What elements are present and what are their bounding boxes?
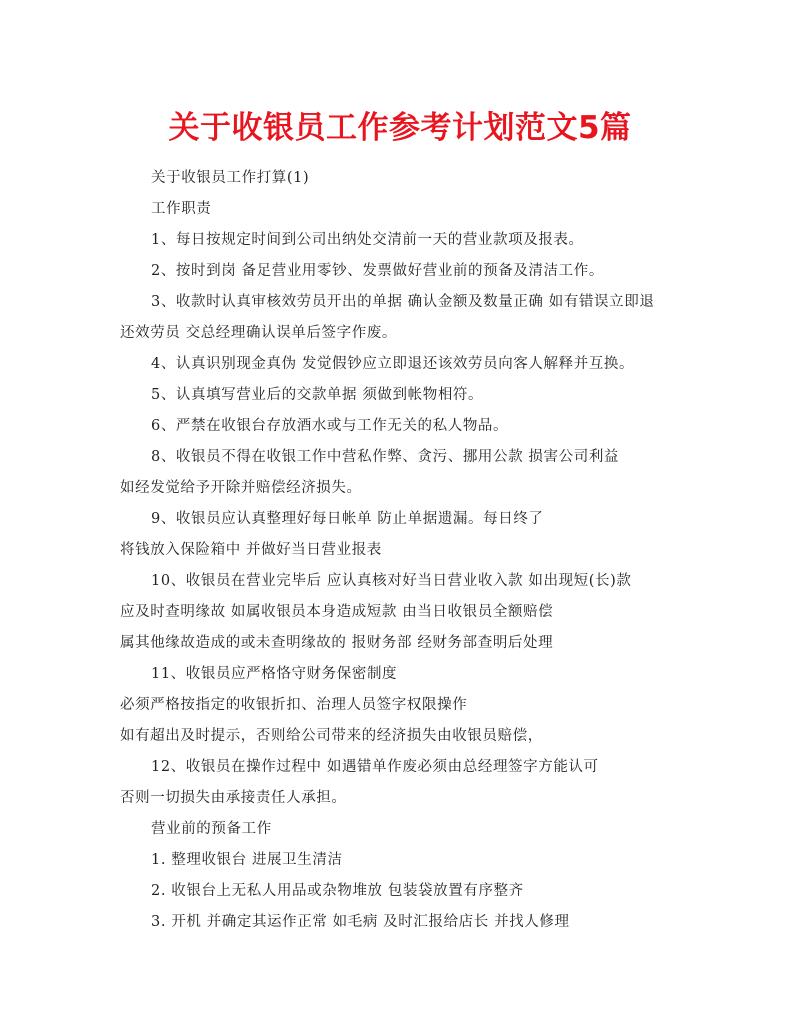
paragraph-line: 1、每日按规定时间到公司出纳处交清前一天的营业款项及报表。 [151, 232, 584, 248]
paragraph-line: 6、严禁在收银台存放酒水或与工作无关的私人物品。 [151, 418, 509, 434]
paragraph-line: 8、收银员不得在收银工作中营私作弊、贪污、挪用公款 损害公司利益 [151, 449, 620, 465]
section-heading: 关于收银员工作打算(1) [151, 170, 310, 186]
paragraph-line: 12、收银员在操作过程中 如遇错单作废必须由总经理签字方能认可 [151, 759, 599, 775]
document-title: 关于收银员工作参考计划范文5篇 [168, 110, 632, 146]
paragraph-line: 10、收银员在营业完毕后 应认真核对好当日营业收入款 如出现短(长)款 [151, 573, 632, 589]
paragraph-line: 如有超出及时提示，否则给公司带来的经济损失由收银员赔偿， [120, 728, 543, 744]
paragraph-line: 应及时查明缘故 如属收银员本身造成短款 由当日收银员全额赔偿 [120, 604, 554, 620]
list-item: 1. 整理收银台 进展卫生清洁 [151, 852, 343, 868]
paragraph-line: 必须严格按指定的收银折扣、治理人员签字权限操作 [120, 697, 468, 713]
paragraph-line: 11、收银员应严格恪守财务保密制度 [151, 666, 398, 682]
paragraph-line: 4、认真识别现金真伪 发觉假钞应立即退还该效劳员向客人解释并互换。 [151, 356, 635, 372]
paragraph-line: 属其他缘故造成的或未查明缘故的 报财务部 经财务部查明后处理 [120, 635, 554, 651]
paragraph-line: 2、按时到岗 备足营业用零钞、发票做好营业前的预备及清洁工作。 [151, 263, 604, 279]
paragraph-line: 如经发觉给予开除并赔偿经济损失。 [120, 480, 362, 496]
paragraph-line: 3、收款时认真审核效劳员开出的单据 确认金额及数量正确 如有错误立即退 [151, 294, 655, 310]
paragraph-line: 将钱放入保险箱中 并做好当日营业报表 [120, 542, 382, 558]
subsection-heading: 工作职责 [151, 201, 212, 217]
paragraph-line: 5、认真填写营业后的交款单据 须做到帐物相符。 [151, 387, 484, 403]
paragraph-line: 否则一切损失由承接责任人承担。 [120, 790, 347, 806]
paragraph-line: 还效劳员 交总经理确认误单后签字作废。 [120, 325, 398, 341]
subsection-heading: 营业前的预备工作 [151, 821, 272, 837]
list-item: 2. 收银台上无私人用品或杂物堆放 包装袋放置有序整齐 [151, 883, 524, 899]
paragraph-line: 9、收银员应认真整理好每日帐单 防止单据遗漏。每日终了 [151, 511, 544, 527]
list-item: 3. 开机 并确定其运作正常 如毛病 及时汇报给店长 并找人修理 [151, 914, 570, 930]
